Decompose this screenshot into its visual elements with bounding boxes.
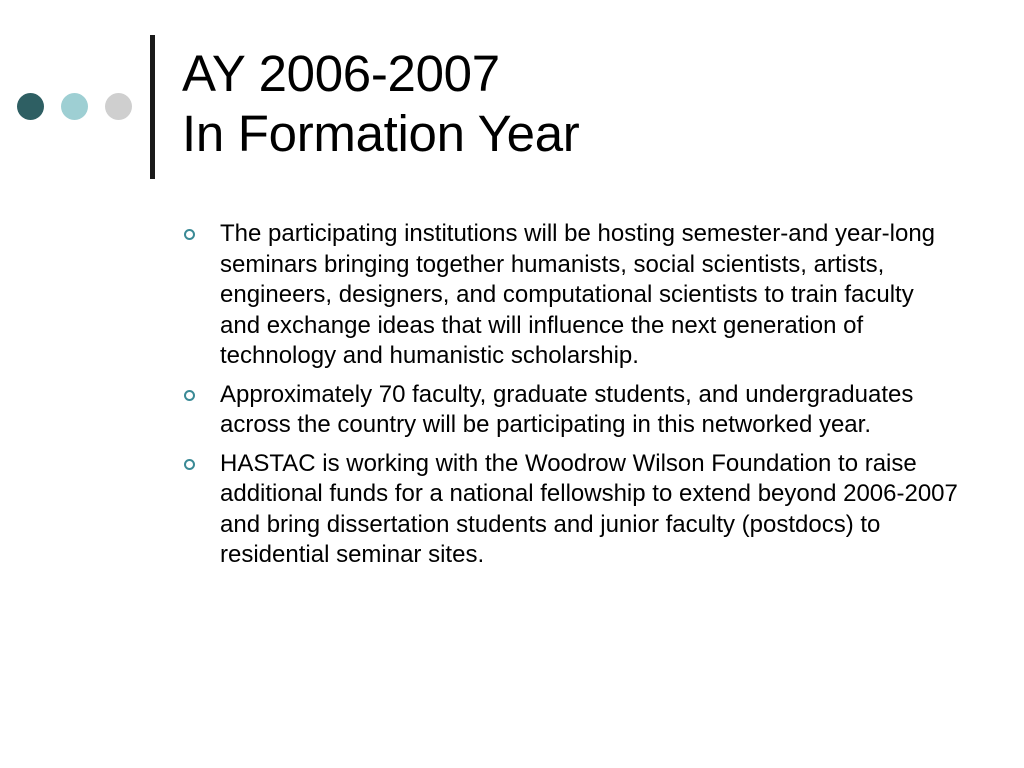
hollow-circle-bullet-icon	[184, 459, 195, 470]
bullet-item	[178, 219, 958, 372]
bullet-item	[178, 380, 958, 441]
dot-light-teal	[61, 93, 88, 120]
hollow-circle-bullet-icon	[184, 390, 195, 401]
slide-title	[182, 44, 579, 164]
bullet-list	[178, 219, 958, 579]
hollow-circle-bullet-icon	[184, 229, 195, 240]
dot-dark-teal	[17, 93, 44, 120]
title-line-2: In Formation Year	[182, 105, 580, 162]
bullet-text: Approximately 70 faculty, graduate students, and undergraduates across the country will be participating in this networked year.	[220, 380, 914, 438]
decorative-dots	[17, 93, 132, 120]
title-divider	[150, 35, 155, 179]
bullet-text: The participating institutions will be hosting semester-and year-long seminars bringing together humanists, social scientists, artists, engineers, designers, and computational scientists to train faculty and exchange ideas that will influence the next generation of technology and humanistic scholarship.	[220, 220, 936, 369]
title-line-1: AY 2006-2007	[182, 45, 500, 102]
bullet-text: HASTAC is working with the Woodrow Wilson Foundation to raise additional funds for a national fellowship to extend beyond 2006-2007 and bring dissertation students and junior faculty (postdocs) to residential seminar sites.	[220, 449, 958, 568]
dot-gray	[105, 93, 132, 120]
bullet-item	[178, 449, 958, 571]
